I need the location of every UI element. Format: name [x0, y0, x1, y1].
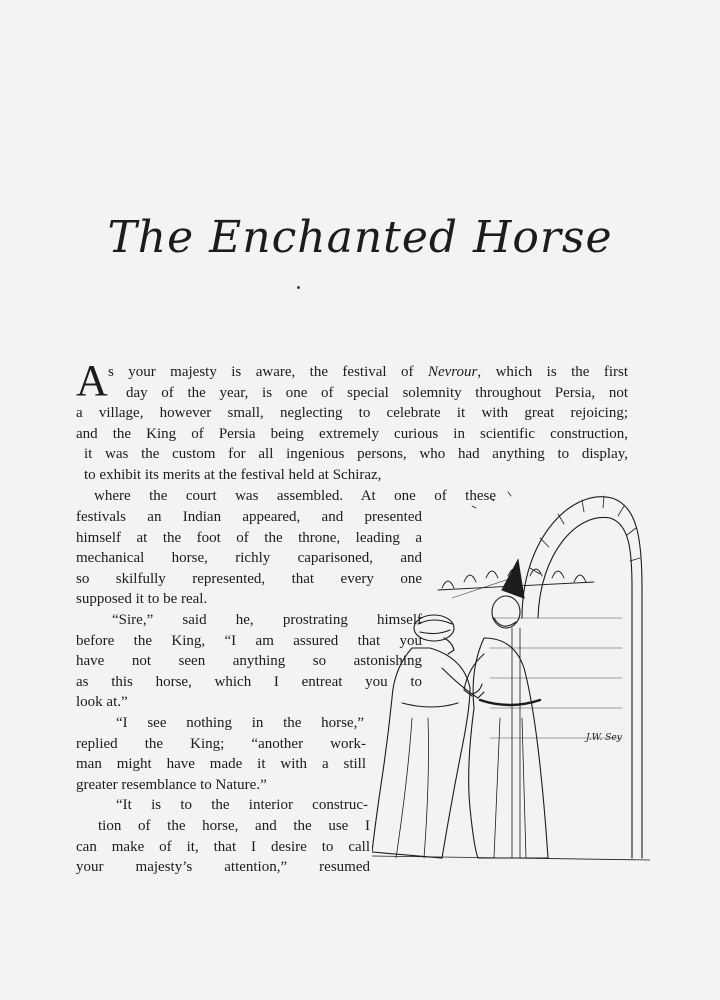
text-line: so skilfully represented, that every one	[76, 570, 422, 587]
two-men-archway-illustration	[372, 478, 650, 870]
text-line: your majesty’s attention,” resumed	[76, 859, 370, 876]
festival-name: Nevrour	[427, 364, 478, 380]
lead-line-1: s your majesty is aware, the festival of Nevrour, which is the first	[108, 364, 628, 380]
ornament-dot	[297, 286, 300, 289]
narrow-text-block-2	[76, 507, 422, 878]
artist-signature: J.W. Sey	[586, 733, 622, 743]
lead-paragraph-lines	[108, 362, 628, 403]
text-line: look at.”	[76, 694, 128, 711]
full-width-lines	[76, 403, 628, 485]
text-line: supposed it to be real.	[76, 591, 208, 608]
text-line: a village, however small, neglecting to celebrate it with great rejoicing;	[76, 405, 628, 421]
text-line: himself at the foot of the throne, leading a	[76, 529, 422, 546]
text-line: tion of the horse, and the use I	[98, 817, 370, 834]
text-line: as this horse, which I entreat you to	[76, 673, 422, 690]
text-line: “It is to the interior construc-	[116, 797, 368, 814]
text-line: festivals an Indian appeared, and presented	[76, 509, 422, 525]
text-line: to exhibit its merits at the festival held at Schiraz,	[84, 466, 382, 483]
text-line: greater resemblance to Nature.”	[76, 776, 267, 793]
text-line: it was the custom for all ingenious persons, who had anything to display,	[84, 446, 628, 463]
text-line: man might have made it with a still	[76, 756, 366, 773]
text-line: before the King, “I am assured that you	[76, 632, 422, 649]
chapter-title	[100, 200, 620, 280]
drop-cap: A	[76, 356, 108, 405]
text-line: have not seen anything so astonishing	[76, 653, 422, 670]
lead-line-2: day of the year, is one of special solemnity throughout Persia, not	[126, 384, 628, 401]
script-title-graphic	[100, 200, 620, 280]
chapter-title-text: The Enchanted Horse	[107, 212, 613, 263]
text-line: “Sire,” said he, prostrating himself	[112, 611, 422, 628]
text-line: replied the King; “another work-	[76, 735, 366, 752]
text-line: can make of it, that I desire to call	[76, 838, 370, 855]
text-line: and the King of Persia being extremely curious in scientific construction,	[76, 425, 628, 442]
text-line: where the court was assembled. At one of these	[94, 488, 496, 504]
text-line: “I see nothing in the horse,”	[116, 714, 364, 731]
text-line: mechanical horse, richly caparisoned, and	[76, 550, 422, 567]
